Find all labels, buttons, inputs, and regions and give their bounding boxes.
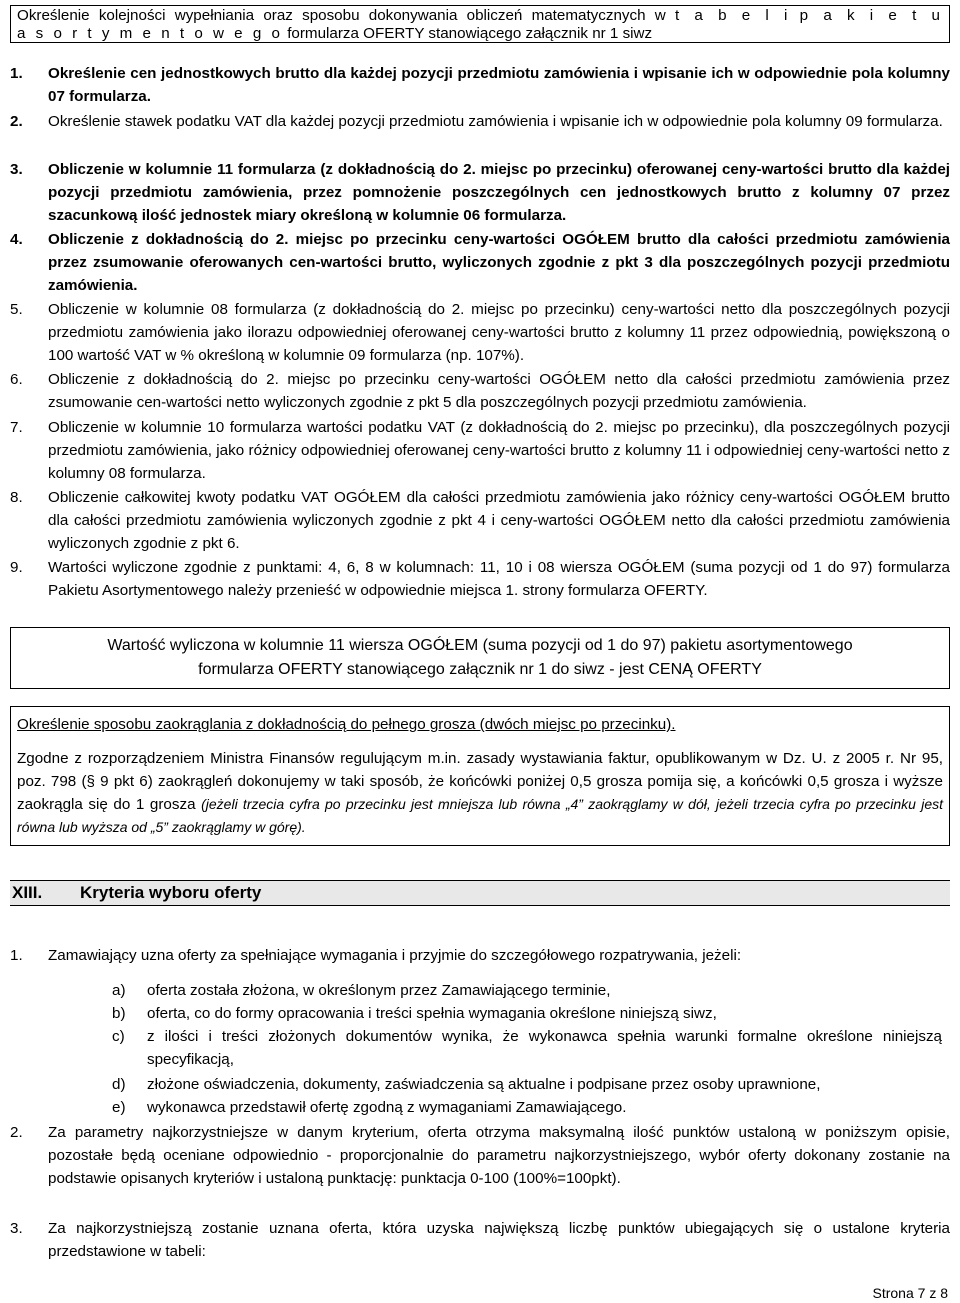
- document-page: Określenie kolejności wypełniania oraz sposobu dokonywania obliczeń matematycznych w t a b e l i p a k i e t u a s o r t y m e n t o w e g o formularza OFERTY stanowiącego załącznik nr 1 siwz 1. Określenie cen jednostkowych brutto dla każdej pozycji przedmiotu zamówienia i wpisanie ich w odpowiednie pola kolumny 07 formularza. 2. Określenie stawek podatku VAT dla każdej pozycji przedmiotu zamówienia i wpisanie ich w odpowiednie pola kolumny 09 formularza. 3. Obliczenie w kolumnie 11 formularza (z dokładnością do 2. miejsc po przecinku) oferowanej ceny-wartości brutto dla każdej pozycji przedmiotu zamówienia, przez pomnożenie poszczególnych cen jednostkowych brutto z kolumny 07 przez szacunkową ilość jednostek miary określoną w kolumnie 06 formularza. 4. Obliczenie z dokładnością do 2. miejsc po przecinku ceny-wartości OGÓŁEM brutto dla całości przedmiotu zamówienia przez zsumowanie oferowanych cen-wartości brutto, wyliczonych zgodnie z pkt 3 dla poszczególnych pozycji przedmiotu zamówienia. 5. Obliczenie w kolumnie 08 formularza (z dokładnością do 2. miejsc po przecinku) ceny-wartości netto dla poszczególnych pozycji przedmiotu zamówienia jako ilorazu odpowiedniej oferowanej ceny-wartości brutto z kolumny 11 przez odpowiednią, powiększoną o 100 wartość VAT w % określoną w kolumnie 09 formularza (np. 107%). 6. Obliczenie z dokładnością do 2. miejsc po przecinku ceny-wartości OGÓŁEM netto dla całości przedmiotu zamówienia przez zsumowanie cen-wartości netto wyliczonych zgodnie z pkt 5 dla poszczególnych pozycji przedmiotu zamówienia. 7. Obliczenie w kolumnie 10 formularza wartości podatku VAT (z dokładnością do 2. miejsc po przecinku), dla poszczególnych pozycji przedmiotu zamówienia, jako różnicy odpowiedniej oferowanej ceny-wartości brutto z kolumny 11 i odpowiedniej ceny-wartości netto z kolumny 08 formularza. 8. Obliczenie całkowitej kwoty podatku VAT OGÓŁEM dla całości przedmiotu zamówienia jako różnicy ceny-wartości OGÓŁEM brutto dla całości przedmiotu zamówienia wyliczonych zgodnie z pkt 4 i ceny-wartości OGÓŁEM netto dla całości przedmiotu zamówienia wyliczonych zgodnie z pkt 6. 9. Wartości wyliczone zgodnie z punktami: 4, 6, 8 w kolumnach: 11, 10 i 08 wiersza OGÓŁEM (suma pozycji od 1 do 97) formularza Pakietu Asortymentowego należy przenieść w odpowiednie miejsca 1. strony formularza OFERTY. Wartość wyliczona w kolumnie 11 wiersza OGÓŁEM (suma pozycji od 1 do 97) pakietu asortymentowego formularza OFERTY stanowiącego załącznik nr 1 do siwz - jest CENĄ OFERTY Określenie sposobu zaokrąglania z dokładnością do pełnego grosza (dwóch miejsc po przecinku). Zgodne z rozporządzeniem Ministra Finansów regulującym m.in. zasady wystawiania faktur, opublikowanym w Dz. U. z 2005 r. Nr 95, poz. 798 (§ 9 pkt 6) zaokrągleń dokonujemy w taki sposób, że końcówki poniżej 0,5 grosza pomija się, a końcówki 0,5 grosza i wyższe zaokrągla się do 1 grosza (jeżeli trzecia cyfra po przecinku jest mniejsza lub równa „4” zaokrąglamy w dół, jeżeli trzecia cyfra po przecinku jest równa lub wyższa od „5” zaokrąglamy w górę). XIII. Kryteria wyboru oferty 1. Zamawiający uzna oferty za spełniające wymagania i przyjmie do szczegółowego rozpatrywania, jeżeli: a) oferta została złożona, w określonym przez Zamawiającego terminie, b) oferta, co do formy opracowania i treści spełnia wymagania określone niniejszą siwz, c) z ilości i treści złożonych dokumentów wynika, że wykonawca spełnia warunki formalne określone niniejszą specyfikacją, d) złożone oświadczenia, dokumenty, zaświadczenia są aktualne i podpisane przez osoby uprawnione, e) wykonawca przedstawił ofertę zgodną z wymaganiami Zamawiającego. 2. Za parametry najkorzystniejsze w danym kryterium, oferta otrzyma maksymalną ilość punktów ustaloną w poniższym opisie, pozostałe będą oceniane odpowiednio - proporcjonalnie do parametru najkorzystniejszego, wybór oferty dokonany zostanie na podstawie opisanych kryteriów i ustaloną punktację: punktacja 0-100 (100%=100pkt). 3. Za najkorzystniejszą zostanie uznana oferta, która uzyska największą liczbę punktów ubiegających się o ustalone kryteria przedstawione w tabeli: Strona 7 z 8: [10, 7, 950, 1301]
- section-number: XIII.: [12, 883, 43, 902]
- page-number: Strona 7 z 8: [872, 1285, 948, 1301]
- calculation-order-header-box: [10, 5, 950, 43]
- header-line-2: a s o r t y m e n t o w e g o formularza OFERTY stanowiącego załącznik nr 1 siwz: [17, 25, 653, 42]
- section-title: Kryteria wyboru oferty: [80, 883, 262, 902]
- price-line-2: formularza OFERTY stanowiącego załącznik nr 1 do siwz - jest CENĄ OFERTY: [198, 661, 762, 678]
- rounding-rules-box: [10, 706, 950, 846]
- rounding-paragraph: Zgodne z rozporządzeniem Ministra Finansów regulującym m.in. zasady wystawiania faktur, opublikowanym w Dz. U. z 2005 r. Nr 95, poz. 798 (§ 9 pkt 6) zaokrągleń dokonujemy w taki sposób, że końcówki poniżej 0,5 grosza pomija się, a końcówki 0,5 grosza i wyższe zaokrągla się do 1 grosza (jeżeli trzecia cyfra po przecinku jest mniejsza lub równa „4” zaokrąglamy w dół, jeżeli trzecia cyfra po przecinku jest równa lub wyższa od „5” zaokrąglamy w górę).: [17, 750, 943, 835]
- rounding-heading: Określenie sposobu zaokrąglania z dokładnością do pełnego grosza (dwóch miejsc po przecinku).: [17, 716, 676, 733]
- price-line-1: Wartość wyliczona w kolumnie 11 wiersza OGÓŁEM (suma pozycji od 1 do 97) pakietu asortymentowego: [107, 637, 853, 654]
- offer-price-box: [10, 627, 950, 689]
- section-heading: [10, 880, 950, 906]
- header-line-1: Określenie kolejności wypełniania oraz sposobu dokonywania obliczeń matematycznych w t a b e l i p a k i e t u: [17, 7, 943, 24]
